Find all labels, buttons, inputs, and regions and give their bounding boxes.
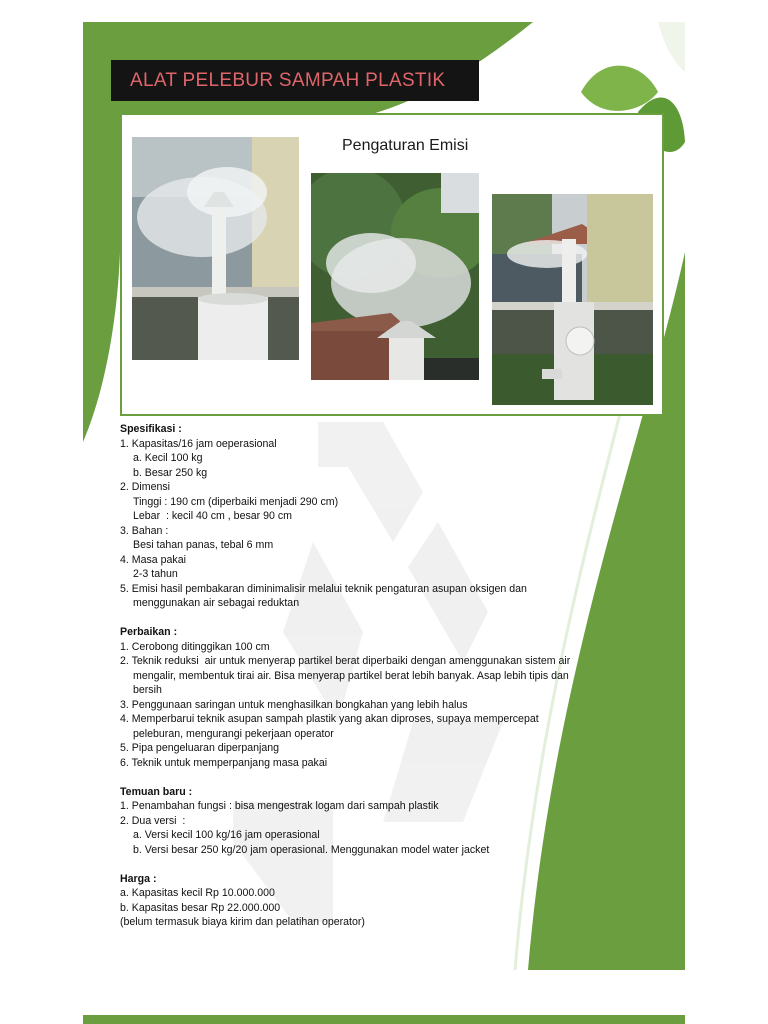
harga-title: Harga :: [120, 872, 157, 885]
page-title: ALAT PELEBUR SAMPAH PLASTIK: [130, 70, 446, 91]
spec-line: 4. Masa pakai: [120, 553, 186, 566]
perbaikan-line: 2. Teknik reduksi air untuk menyerap partikel berat diperbaiki dengan amenggunakan sistem air: [120, 655, 571, 667]
temuan-line: a. Versi kecil 100 kg/16 jam operasional: [133, 829, 320, 841]
perbaikan-line: 3. Penggunaan saringan untuk menghasilkan bongkahan yang lebih halus: [120, 698, 468, 711]
perbaikan-line: 5. Pipa pengeluaran diperpanjang: [120, 742, 280, 754]
harga-line: b. Kapasitas besar Rp 22.000.000: [120, 901, 281, 914]
perbaikan-line: 4. Memperbarui teknik asupan sampah plastik yang akan diproses, supaya mempercepat: [120, 713, 539, 725]
spec-line: 1. Kapasitas/16 jam oeperasional: [120, 437, 277, 450]
spec-line: Tinggi : 190 cm (diperbaiki menjadi 290 cm): [133, 495, 339, 508]
photo-incinerator-2: [311, 173, 479, 380]
perbaikan-line: mengalir, membentuk tirai air. Bisa menyerap partikel berat lebih banyak. Asap lebih tipis dan: [133, 669, 569, 682]
brochure-page: [83, 22, 685, 970]
spec-content: [120, 422, 640, 930]
temuan-title: Temuan baru :: [120, 785, 193, 798]
photo-incinerator-3: [492, 194, 653, 405]
harga-note: (belum termasuk biaya kirim dan pelatihan operator): [120, 916, 365, 928]
spec-line: 2-3 tahun: [133, 568, 178, 580]
perbaikan-line: bersih: [133, 684, 162, 696]
next-page-strip: [83, 1015, 685, 1024]
perbaikan-line: peleburan, mengurangi pekerjaan operator: [133, 727, 334, 740]
spec-line: 2. Dimensi: [120, 481, 171, 493]
spec-line: menggunakan air sebagai reduktan: [133, 597, 300, 609]
temuan-line: b. Versi besar 250 kg/20 jam operasional. Menggunakan model water jacket: [133, 843, 490, 856]
perbaikan-title: Perbaikan :: [120, 626, 178, 638]
spec-line: 5. Emisi hasil pembakaran diminimalisir melalui teknik pengaturan asupan oksigen dan: [120, 582, 527, 595]
photo-incinerator-1: [132, 137, 299, 360]
spesifikasi-title: Spesifikasi :: [120, 423, 182, 435]
temuan-line: 2. Dua versi :: [120, 814, 186, 827]
spec-line: b. Besar 250 kg: [133, 466, 208, 479]
spec-line: 3. Bahan :: [120, 524, 169, 537]
photo-caption: Pengaturan Emisi: [342, 137, 469, 154]
perbaikan-line: 6. Teknik untuk memperpanjang masa pakai: [120, 756, 328, 769]
temuan-line: 1. Penambahan fungsi : bisa mengestrak logam dari sampah plastik: [120, 800, 439, 812]
spec-line: a. Kecil 100 kg: [133, 452, 203, 464]
title-banner: [111, 60, 479, 101]
photo-panel: [120, 113, 664, 416]
harga-line: a. Kapasitas kecil Rp 10.000.000: [120, 887, 275, 899]
spec-line: Lebar : kecil 40 cm , besar 90 cm: [133, 510, 292, 522]
perbaikan-line: 1. Cerobong ditinggikan 100 cm: [120, 640, 270, 653]
spec-line: Besi tahan panas, tebal 6 mm: [133, 539, 274, 551]
